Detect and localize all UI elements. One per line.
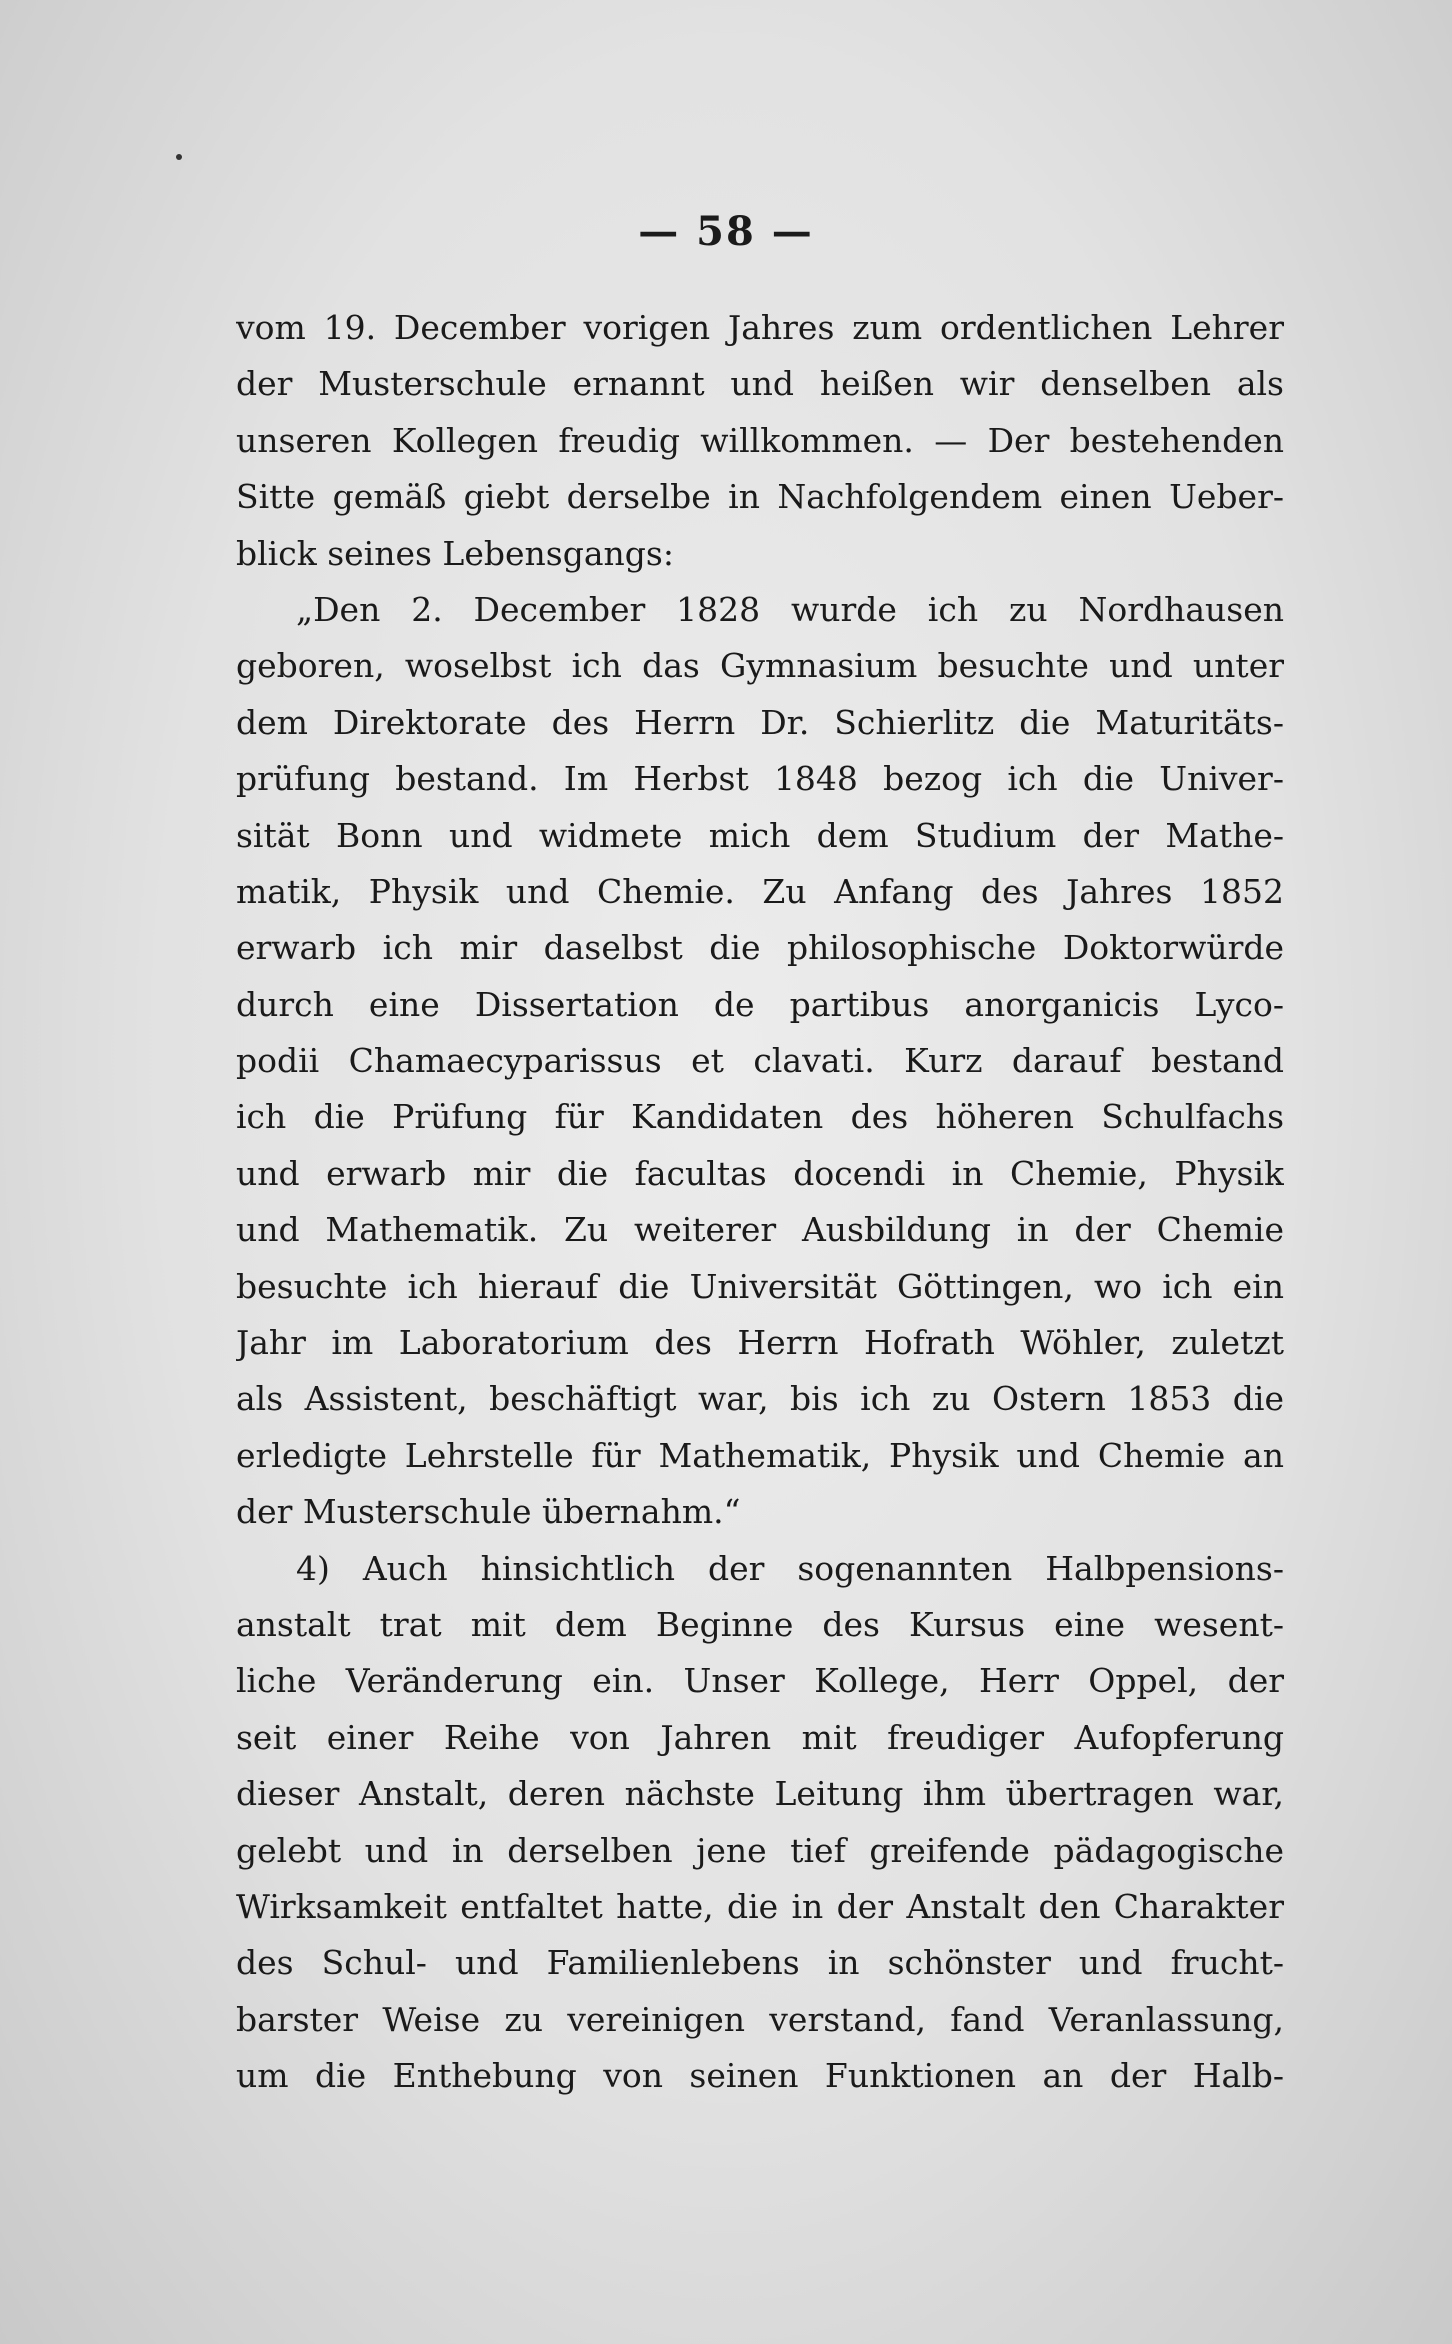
page-number: — 58 — — [638, 208, 814, 255]
text-line: „Den 2. December 1828 wurde ich zu Nordhausen — [296, 589, 1284, 629]
text-line: erwarb ich mir daselbst die philosophische Doktorwürde — [236, 928, 1284, 968]
text-line: anstalt trat mit dem Beginne des Kursus eine wesent- — [236, 1604, 1284, 1644]
text-line: dem Direktorate des Herrn Dr. Schierlitz die Maturitäts- — [236, 702, 1284, 742]
text-line: geboren, woselbst ich das Gymnasium besuchte und unter — [236, 646, 1284, 686]
text-line: Wirksamkeit entfaltet hatte, die in der Anstalt den Charakter — [236, 1886, 1284, 1926]
text-line: vom 19. December vorigen Jahres zum ordentlichen Lehrer — [236, 308, 1284, 347]
text-line: und Mathematik. Zu weiterer Ausbildung in der Chemie — [236, 1210, 1284, 1250]
text-line: barster Weise zu vereinigen verstand, fand Veranlassung, — [236, 1999, 1284, 2039]
text-line: dieser Anstalt, deren nächste Leitung ihm übertragen war, — [236, 1774, 1284, 1814]
text-line: liche Veränderung ein. Unser Kollege, Herr Oppel, der — [236, 1661, 1284, 1701]
text-line: ich die Prüfung für Kandidaten des höheren Schulfachs — [236, 1097, 1284, 1137]
text-line: erledigte Lehrstelle für Mathematik, Physik und Chemie an — [236, 1435, 1284, 1475]
text-line: unseren Kollegen freudig willkommen. — Der bestehenden — [236, 420, 1284, 460]
text-line: und erwarb mir die facultas docendi in Chemie, Physik — [236, 1153, 1284, 1193]
print-speck — [176, 154, 182, 160]
text-line: als Assistent, beschäftigt war, bis ich zu Ostern 1853 die — [236, 1379, 1284, 1419]
text-line: um die Enthebung von seinen Funktionen an der Halb- — [236, 2056, 1284, 2096]
body-text — [236, 300, 1284, 2105]
text-line: Jahr im Laboratorium des Herrn Hofrath Wöhler, zuletzt — [236, 1323, 1284, 1363]
text-line: prüfung bestand. Im Herbst 1848 bezog ich die Univer- — [236, 759, 1284, 799]
text-line: Sitte gemäß giebt derselbe in Nachfolgendem einen Ueber- — [236, 477, 1284, 517]
text-line: sität Bonn und widmete mich dem Studium der Mathe- — [236, 815, 1284, 855]
text-line: durch eine Dissertation de partibus anorganicis Lyco- — [236, 984, 1284, 1024]
text-line: blick seines Lebensgangs: — [236, 533, 674, 573]
text-line: matik, Physik und Chemie. Zu Anfang des Jahres 1852 — [236, 871, 1284, 911]
text-line: der Musterschule ernannt und heißen wir denselben als — [236, 364, 1284, 404]
text-line: 4) Auch hinsichtlich der sogenannten Halbpensions- — [296, 1548, 1284, 1588]
text-line: gelebt und in derselben jene tief greifende pädagogische — [236, 1830, 1284, 1870]
text-line: des Schul- und Familienlebens in schönster und frucht- — [236, 1943, 1284, 1983]
text-line: besuchte ich hierauf die Universität Göttingen, wo ich ein — [236, 1266, 1284, 1306]
text-line: podii Chamaecyparissus et clavati. Kurz darauf bestand — [236, 1041, 1284, 1081]
text-line: seit einer Reihe von Jahren mit freudiger Aufopferung — [236, 1717, 1284, 1757]
text-line: der Musterschule übernahm.“ — [236, 1492, 741, 1532]
